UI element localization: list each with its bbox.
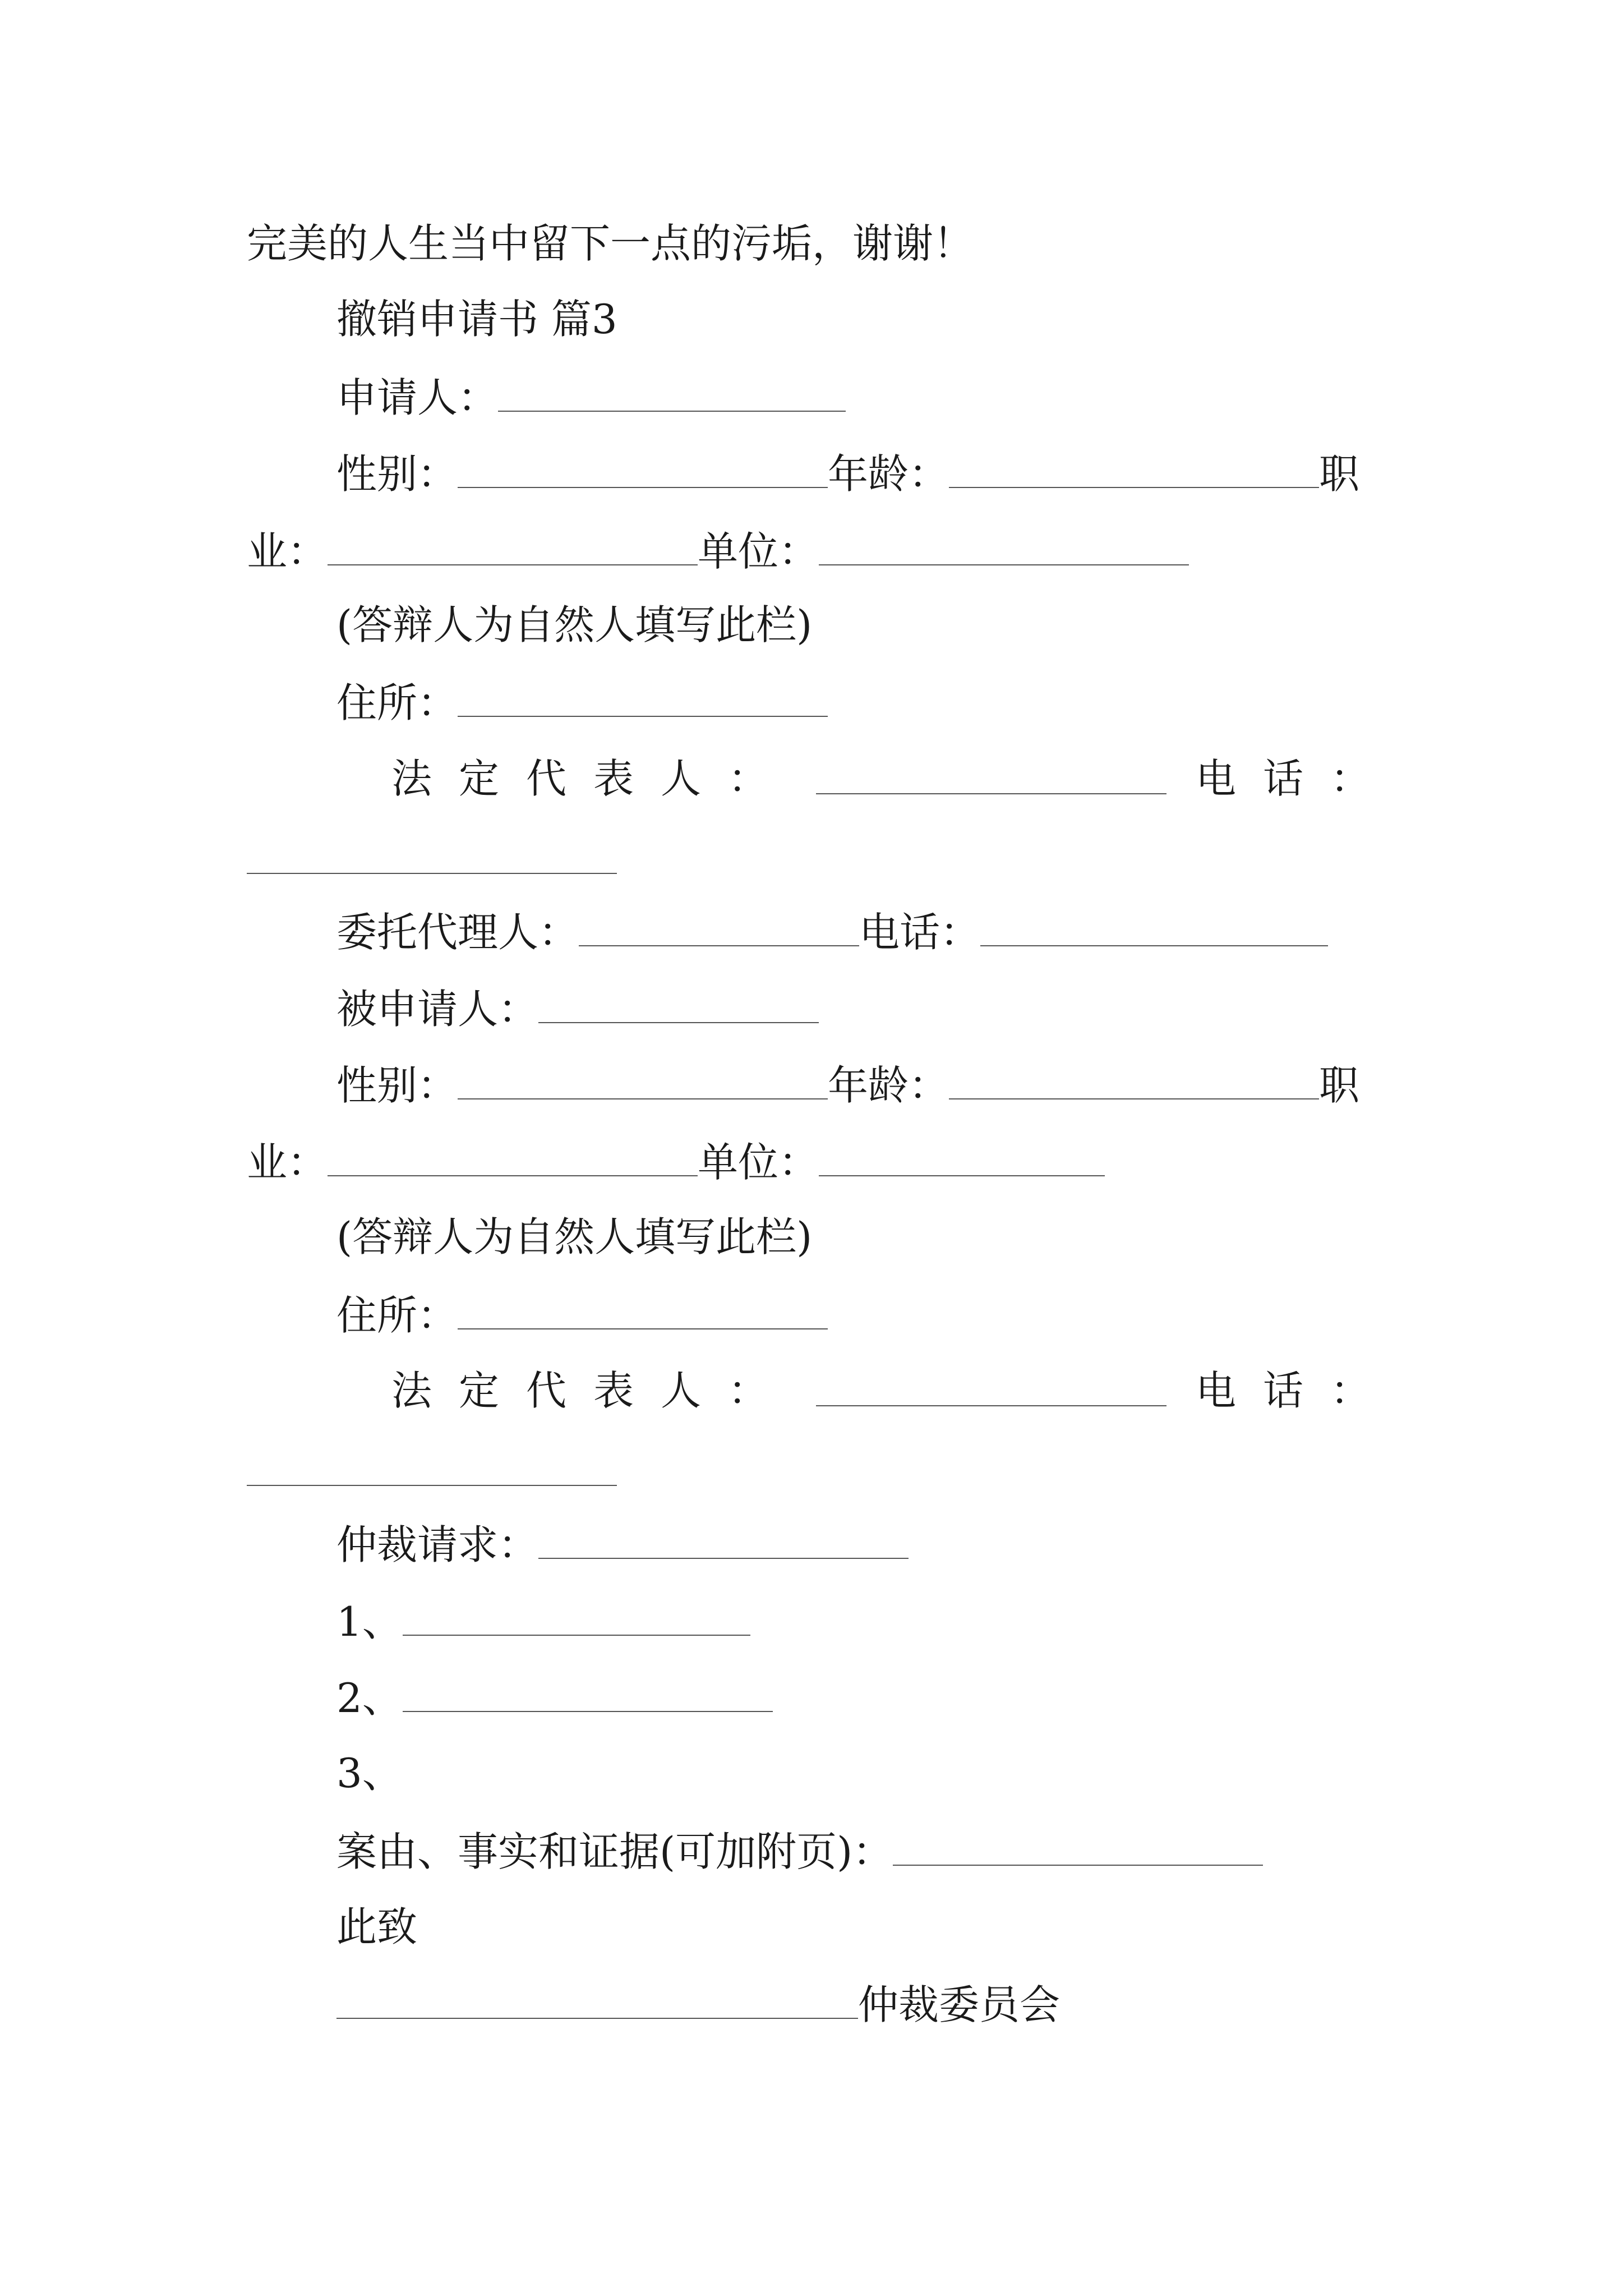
respondent-address-row [336,1292,828,1339]
facts-label: 案由、事实和证据(可加附页)： [336,1828,893,1875]
facts-blank[interactable] [893,1830,1263,1866]
respondent-legal-rep-label: 法定代表人： [391,1367,796,1414]
occupation-label-start: 职 [1319,450,1360,498]
respondent-phone-blank[interactable] [247,1485,617,1486]
respondent-age-blank[interactable] [949,1064,1319,1099]
respondent-age-label: 年龄： [828,1062,949,1109]
address-row [336,679,828,726]
committee-row [336,1981,1061,2028]
age-label: 年龄： [828,450,949,498]
respondent-phone-label: 电话： [1196,1367,1398,1414]
respondent-gender-label: 性别： [336,1062,458,1109]
respondent-occupation-employer-row [247,1139,1105,1186]
address-label: 住所： [336,679,458,726]
claim-item-3 [336,1750,403,1797]
respondent-legal-rep-blank[interactable] [816,1405,1166,1406]
respondent-employer-label: 单位： [698,1139,819,1186]
respondent-occupation-blank[interactable] [328,1140,698,1176]
respondent-employer-blank[interactable] [819,1140,1105,1176]
respondent-address-label: 住所： [336,1292,458,1339]
respondent-gender-age-row [336,1062,1360,1109]
document-heading: 撤销申请书 篇3 [336,296,617,343]
occupation-employer-row [247,528,1189,575]
applicant-label: 申请人： [336,374,499,421]
natural-person-note: (答辩人为自然人填写此栏) [336,601,813,648]
claims-row [336,1521,909,1568]
claim-item-2-blank[interactable] [403,1676,773,1712]
claim-item-2-number: 2、 [336,1674,403,1722]
respondent-natural-person-note: (答辩人为自然人填写此栏) [336,1213,813,1260]
occupation-label-end: 业： [247,528,328,575]
claim-item-1-blank[interactable] [403,1600,750,1636]
facts-row [336,1828,1263,1875]
salutation: 此致 [336,1903,418,1950]
claim-item-2 [336,1674,773,1722]
legal-rep-blank[interactable] [816,793,1166,794]
claim-item-3-number: 3、 [336,1750,403,1797]
address-blank[interactable] [458,681,828,717]
claim-item-1-number: 1、 [336,1598,403,1645]
gender-label: 性别： [336,450,458,498]
respondent-occupation-label-end: 业： [247,1139,328,1186]
respondent-blank[interactable] [538,987,819,1023]
age-blank[interactable] [949,452,1319,488]
respondent-address-blank[interactable] [458,1294,828,1329]
respondent-row [336,986,819,1033]
phone-label: 电话： [1196,755,1398,802]
closing-sentence: 完美的人生当中留下一点的污垢，谢谢！ [247,220,974,267]
occupation-blank[interactable] [328,530,698,565]
phone-blank[interactable] [247,873,617,874]
employer-blank[interactable] [819,530,1189,565]
applicant-blank[interactable] [498,376,846,412]
legal-rep-label: 法定代表人： [391,755,796,802]
claims-blank[interactable] [538,1523,909,1559]
committee-label: 仲裁委员会 [858,1981,1061,2028]
agent-blank[interactable] [579,910,859,946]
respondent-label: 被申请人： [336,986,539,1033]
agent-label: 委托代理人： [336,909,579,956]
gender-blank[interactable] [458,452,828,488]
employer-label: 单位： [698,528,819,575]
committee-blank[interactable] [336,1983,858,2019]
agent-phone-blank[interactable] [980,910,1328,946]
respondent-occupation-label-start: 职 [1319,1062,1360,1109]
respondent-gender-blank[interactable] [458,1064,828,1099]
applicant-row [336,374,846,421]
claims-label: 仲裁请求： [336,1521,539,1568]
agent-phone-label: 电话： [859,909,981,956]
agent-row [336,909,1328,956]
claim-item-1 [336,1598,750,1645]
gender-age-row [336,450,1360,498]
